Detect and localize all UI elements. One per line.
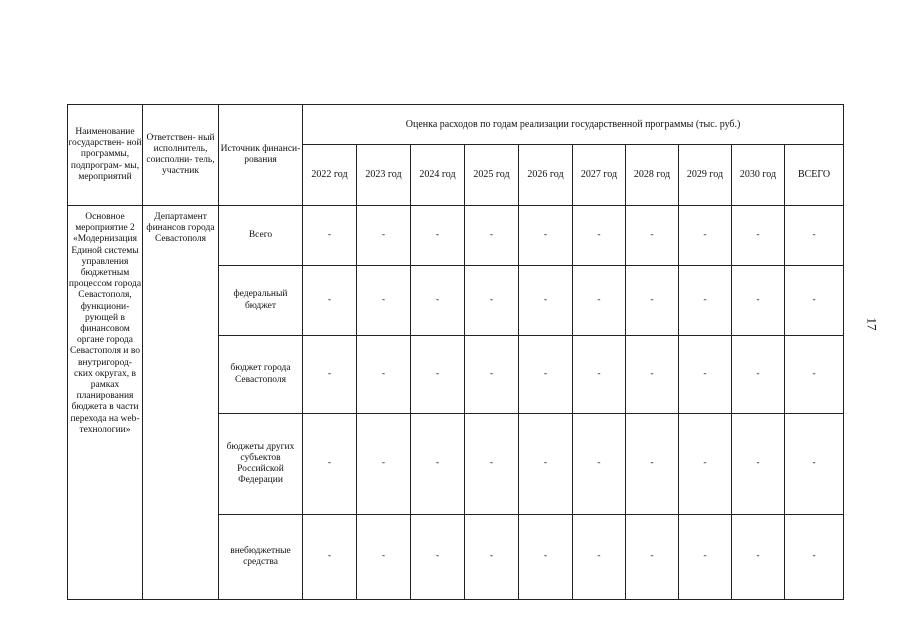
value-cell: - [357,414,411,515]
value-cell: - [519,266,573,336]
year-header: 2029 год [679,145,732,206]
year-header: 2023 год [357,145,411,206]
value-cell: - [679,206,732,266]
value-cell: - [519,414,573,515]
value-cell: - [732,206,785,266]
value-cell: - [732,414,785,515]
page-number: 17 [864,317,880,331]
value-cell: - [626,414,679,515]
value-cell: - [785,515,844,600]
value-cell: - [465,414,519,515]
value-cell: - [465,336,519,414]
value-cell: - [357,336,411,414]
value-cell: - [519,515,573,600]
value-cell: - [357,266,411,336]
value-cell: - [626,266,679,336]
value-cell: - [411,414,465,515]
value-cell: - [785,206,844,266]
program-name: Основное мероприятие 2 «Модернизация Единой системы управления бюджетным процессом города Севастополя, функциони- рующей в финансовом органе города Севастополя и во внутригород- ских округах, в рамках планирования бюджета в части перехода на web- технологии» [68,206,143,600]
value-cell: - [573,336,626,414]
budget-table [67,104,844,600]
value-cell: - [519,206,573,266]
header-program: Наименование государствен- ной программы, подпрограм- мы, мероприятий [68,105,143,206]
value-cell: - [465,266,519,336]
value-cell: - [573,515,626,600]
header-source: Источник финанси- рования [219,105,303,206]
value-cell: - [679,515,732,600]
value-cell: - [465,206,519,266]
value-cell: - [411,515,465,600]
value-cell: - [411,336,465,414]
value-cell: - [357,515,411,600]
year-header: 2027 год [573,145,626,206]
value-cell: - [785,266,844,336]
year-header: 2022 год [303,145,357,206]
year-header: 2025 год [465,145,519,206]
year-header: 2024 год [411,145,465,206]
source-cell: внебюджетные средства [219,515,303,600]
value-cell: - [411,266,465,336]
value-cell: - [573,414,626,515]
year-header: 2028 год [626,145,679,206]
value-cell: - [679,414,732,515]
year-header: 2026 год [519,145,573,206]
total-header: ВСЕГО [785,145,844,206]
value-cell: - [303,206,357,266]
value-cell: - [519,336,573,414]
value-cell: - [679,266,732,336]
value-cell: - [303,266,357,336]
value-cell: - [573,266,626,336]
value-cell: - [626,206,679,266]
value-cell: - [679,336,732,414]
year-header: 2030 год [732,145,785,206]
value-cell: - [357,206,411,266]
value-cell: - [732,336,785,414]
value-cell: - [303,515,357,600]
value-cell: - [732,515,785,600]
value-cell: - [626,515,679,600]
value-cell: - [303,336,357,414]
value-cell: - [732,266,785,336]
source-cell: бюджет города Севастополя [219,336,303,414]
header-budget: Оценка расходов по годам реализации государственной программы (тыс. руб.) [303,105,844,145]
source-cell: федеральный бюджет [219,266,303,336]
source-cell: бюджеты других субъектов Российской Федерации [219,414,303,515]
header-executor: Ответствен- ный исполнитель, соисполни- тель, участник [143,105,219,206]
executor-name: Департамент финансов города Севастополя [143,206,219,600]
source-cell: Всего [219,206,303,266]
value-cell: - [465,515,519,600]
value-cell: - [626,336,679,414]
value-cell: - [573,206,626,266]
value-cell: - [411,206,465,266]
value-cell: - [785,414,844,515]
value-cell: - [303,414,357,515]
value-cell: - [785,336,844,414]
